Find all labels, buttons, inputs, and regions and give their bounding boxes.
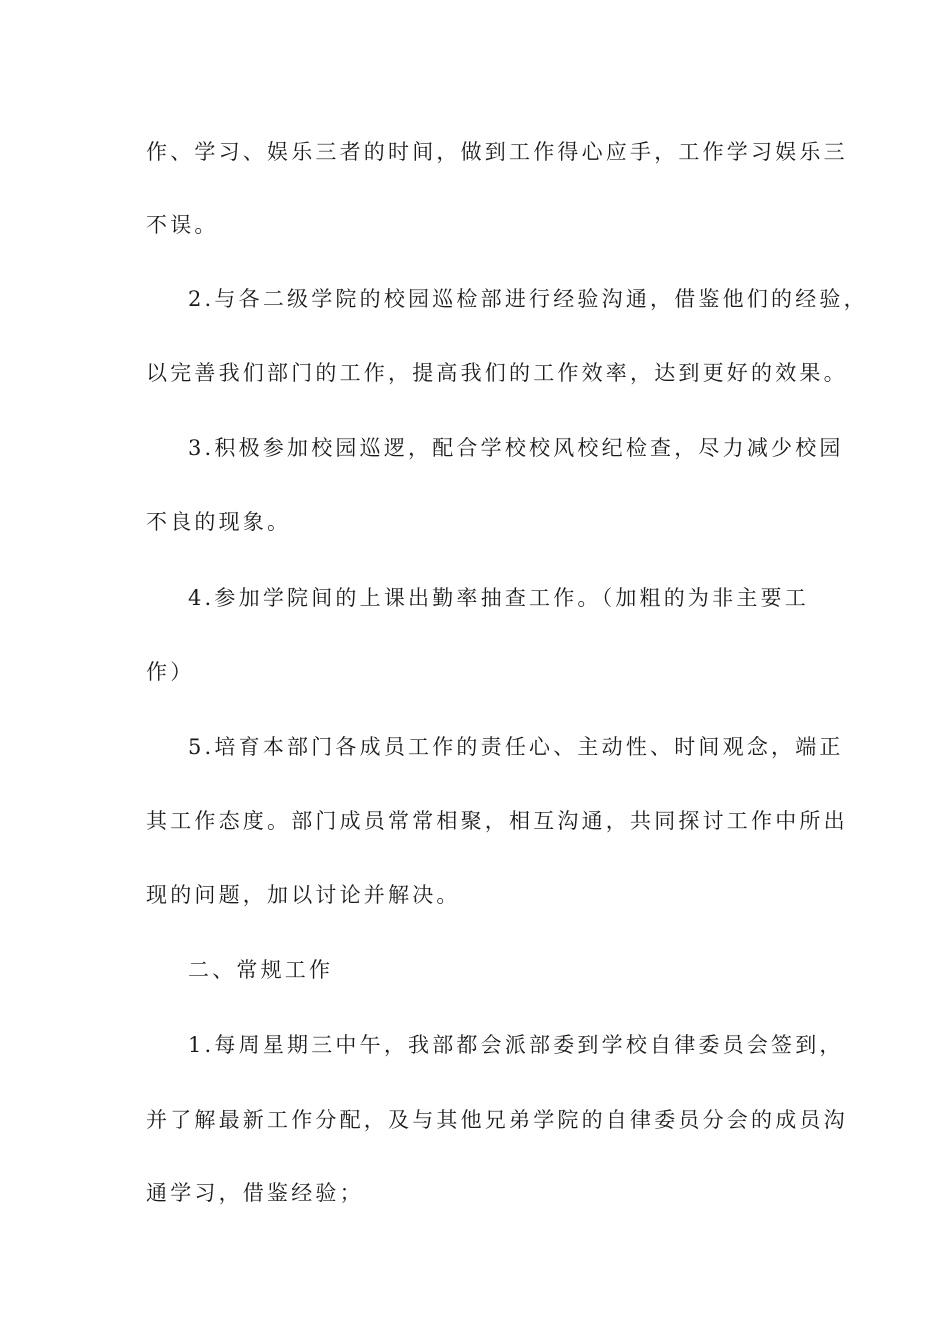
text-line: 4.参加学院间的上课出勤率抽查工作。（加粗的为非主要工	[188, 586, 809, 610]
text-line: 1.每周星期三中午，我部都会派部委到学校自律委员会签到，	[188, 1033, 844, 1057]
text-line: 不误。	[146, 213, 219, 237]
section-heading: 二、常规工作	[188, 958, 334, 982]
text-line: 其工作态度。部门成员常常相聚，相互沟通，共同探讨工作中所出	[146, 809, 848, 833]
text-line: 现的问题，加以讨论并解决。	[146, 883, 461, 907]
text-line: 作、学习、娱乐三者的时间，做到工作得心应手，工作学习娱乐三	[146, 140, 848, 164]
text-line: 2.与各二级学院的校园巡检部进行经验沟通，借鉴他们的经验，	[188, 287, 868, 311]
text-line: 并了解最新工作分配，及与其他兄弟学院的自律委员分会的成员沟	[146, 1108, 848, 1132]
text-line: 5.培育本部门各成员工作的责任心、主动性、时间观念，端正	[188, 735, 844, 759]
text-line: 以完善我们部门的工作，提高我们的工作效率，达到更好的效果。	[146, 361, 848, 385]
text-line: 通学习，借鉴经验；	[146, 1181, 364, 1205]
text-line: 3.积极参加校园巡逻，配合学校校风校纪检查，尽力减少校园	[188, 436, 844, 460]
text-line: 作）	[146, 660, 195, 684]
text-line: 不良的现象。	[146, 510, 292, 534]
